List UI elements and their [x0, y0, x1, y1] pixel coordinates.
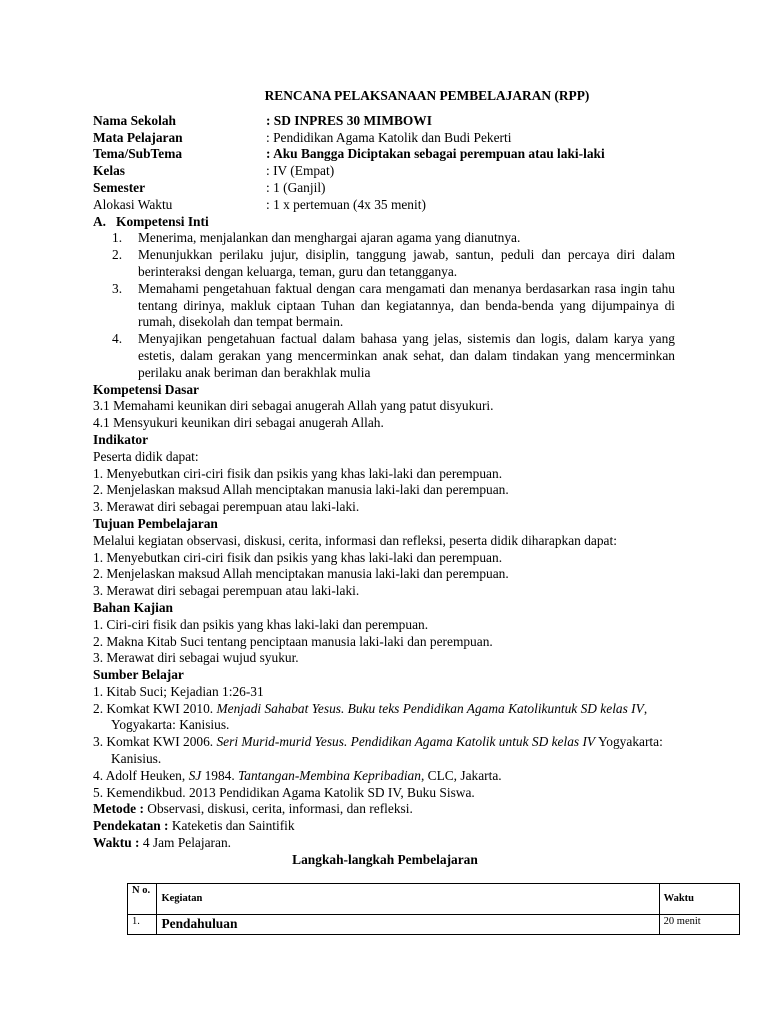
list-item: 1. Menyebutkan ciri-ciri fisik dan psikis yang khas laki-laki dan perempuan. [93, 549, 503, 565]
column-header-waktu: Waktu [659, 884, 739, 915]
table-header-row [128, 884, 740, 915]
waktu-line [93, 835, 675, 852]
list-item: 3. Merawat diri sebagai wujud syukur. [93, 650, 299, 666]
waktu-label: Waktu : [93, 835, 140, 851]
list-text: Menunjukkan perilaku jujur, disiplin, tanggung jawab, santun, peduli dan percaya diri dalam berinteraksi dengan keluarga, teman, guru dan tetangganya. [138, 247, 675, 279]
reference-text: Yogyakarta: Kanisius. [111, 734, 663, 767]
list-item [93, 247, 675, 281]
rpp-content [93, 88, 675, 869]
waktu-value: 4 Jam Pelajaran. [139, 835, 231, 851]
indikator-intro: Peserta didik dapat: [93, 448, 199, 464]
list-item [93, 281, 675, 331]
tujuan-intro: Melalui kegiatan observasi, diskusi, cerita, informasi dan refleksi, peserta didik diharapkan dapat: [93, 532, 617, 548]
list-item: 5. Kemendikbud. 2013 Pendidikan Agama Katolik SD IV, Buku Siswa. [93, 784, 475, 800]
langkah-table [127, 883, 740, 935]
reference-title: Seri Murid-murid Yesus. Pendidikan Agama Katolik untuk SD kelas IV [216, 734, 596, 750]
page-title: RENCANA PELAKSANAAN PEMBELAJARAN (RPP) [264, 88, 590, 103]
identity-value: : Aku Bangga Diciptakan sebagai perempuan atau laki-laki [266, 146, 605, 162]
list-item: 1. Menyebutkan ciri-ciri fisik dan psikis yang khas laki-laki dan perempuan. [93, 465, 503, 481]
identity-row [93, 130, 675, 147]
list-item: 4.1 Mensyukuri keunikan diri sebagai anugerah Allah. [93, 415, 384, 431]
pendekatan-label: Pendekatan : [93, 818, 169, 834]
metode-label: Metode : [93, 801, 144, 817]
identity-row [93, 197, 675, 214]
list-item: 2. Menjelaskan maksud Allah menciptakan manusia laki-laki dan perempuan. [93, 566, 509, 582]
list-text: Memahami pengetahuan faktual dengan cara mengamati dan menanya berdasarkan rasa ingin tahu tentang dirinya, makluk ciptaan Tuhan dan kegiatannya, dan benda-benda yang dijumpainya di rumah, disekolah dan tempat bermain. [138, 280, 675, 330]
pendekatan-value: Kateketis dan Saintifik [168, 818, 295, 834]
section-heading-indikator: Indikator [93, 431, 149, 447]
list-item [93, 701, 675, 735]
reference-text: 1984. [201, 767, 239, 783]
cell-waktu: 20 menit [659, 915, 739, 935]
reference-text: 2. Komkat KWI 2010. [93, 700, 217, 716]
list-text: Menerima, menjalankan dan menghargai ajaran agama yang dianutnya. [138, 230, 521, 246]
section-heading-bahan-kajian: Bahan Kajian [93, 599, 173, 615]
cell-kegiatan: Pendahuluan [157, 915, 659, 935]
cell-no: 1. [128, 915, 157, 935]
identity-row [93, 113, 675, 130]
list-item: 2. Menjelaskan maksud Allah menciptakan manusia laki-laki dan perempuan. [93, 482, 509, 498]
section-heading-sumber-belajar: Sumber Belajar [93, 667, 184, 683]
list-item: 3.1 Memahami keunikan diri sebagai anugerah Allah yang patut disyukuri. [93, 398, 494, 414]
reference-text: 3. Komkat KWI 2006. [93, 734, 217, 750]
list-item [93, 768, 675, 785]
column-header-no: N o. [128, 884, 157, 915]
list-number: 3. [112, 280, 123, 296]
list-item: 3. Merawat diri sebagai perempuan atau laki-laki. [93, 499, 360, 515]
identity-row [93, 146, 675, 163]
list-item [93, 331, 675, 381]
reference-italic: SJ [188, 767, 202, 783]
pendekatan-line [93, 818, 675, 835]
list-item: 1. Ciri-ciri fisik dan psikis yang khas laki-laki dan perempuan. [93, 616, 429, 632]
section-heading-kompetensi-inti: A. Kompetensi Inti [93, 213, 209, 229]
list-item: 2. Makna Kitab Suci tentang penciptaan manusia laki-laki dan perempuan. [93, 633, 493, 649]
metode-line [93, 801, 675, 818]
reference-title: Menjadi Sahabat Yesus. Buku teks Pendidikan Agama Katolikuntuk SD kelas IV [216, 700, 644, 716]
identity-value: : 1 (Ganjil) [266, 179, 326, 195]
reference-text: 4. Adolf Heuken, [93, 767, 189, 783]
list-number: 1. [112, 230, 123, 246]
identity-label: Kelas [93, 163, 125, 179]
section-heading-kompetensi-dasar: Kompetensi Dasar [93, 381, 200, 397]
identity-label: Tema/SubTema [93, 146, 183, 162]
section-heading-tujuan: Tujuan Pembelajaran [93, 515, 218, 531]
column-header-kegiatan: Kegiatan [157, 884, 659, 915]
list-item [93, 230, 675, 247]
identity-label: Mata Pelajaran [93, 129, 183, 145]
section-heading-langkah: Langkah-langkah Pembelajaran [292, 851, 478, 867]
metode-value: Observasi, diskusi, cerita, informasi, dan refleksi. [143, 801, 413, 817]
identity-label: Alokasi Waktu [93, 196, 173, 212]
list-item: 1. Kitab Suci; Kejadian 1:26-31 [93, 683, 264, 699]
identity-row [93, 180, 675, 197]
list-item: 3. Merawat diri sebagai perempuan atau laki-laki. [93, 583, 360, 599]
list-text: Menyajikan pengetahuan factual dalam bahasa yang jelas, sistemis dan logis, dalam karya yang estetis, dalam gerakan yang mencerminkan anak sehat, dan dalam tindakan yang mencerminkan perilaku anak beriman dan berakhlak mulia [138, 331, 675, 380]
reference-text: , Yogyakarta: Kanisius. [111, 700, 648, 733]
reference-title: Tantangan-Membina Kepribadian [238, 767, 421, 783]
identity-value: : IV (Empat) [266, 163, 335, 179]
table-row [128, 915, 740, 935]
identity-value: : Pendidikan Agama Katolik dan Budi Pekerti [266, 129, 512, 145]
identity-block [93, 113, 675, 214]
identity-value: : SD INPRES 30 MIMBOWI [266, 112, 432, 128]
list-number: 2. [112, 247, 123, 263]
identity-row [93, 163, 675, 180]
reference-text: , CLC, Jakarta. [420, 767, 502, 783]
identity-label: Semester [93, 179, 146, 195]
list-number: 4. [112, 331, 123, 347]
identity-value: : 1 x pertemuan (4x 35 menit) [266, 196, 426, 212]
kompetensi-inti-list [93, 230, 675, 381]
identity-label: Nama Sekolah [93, 112, 176, 128]
list-item [93, 734, 675, 768]
